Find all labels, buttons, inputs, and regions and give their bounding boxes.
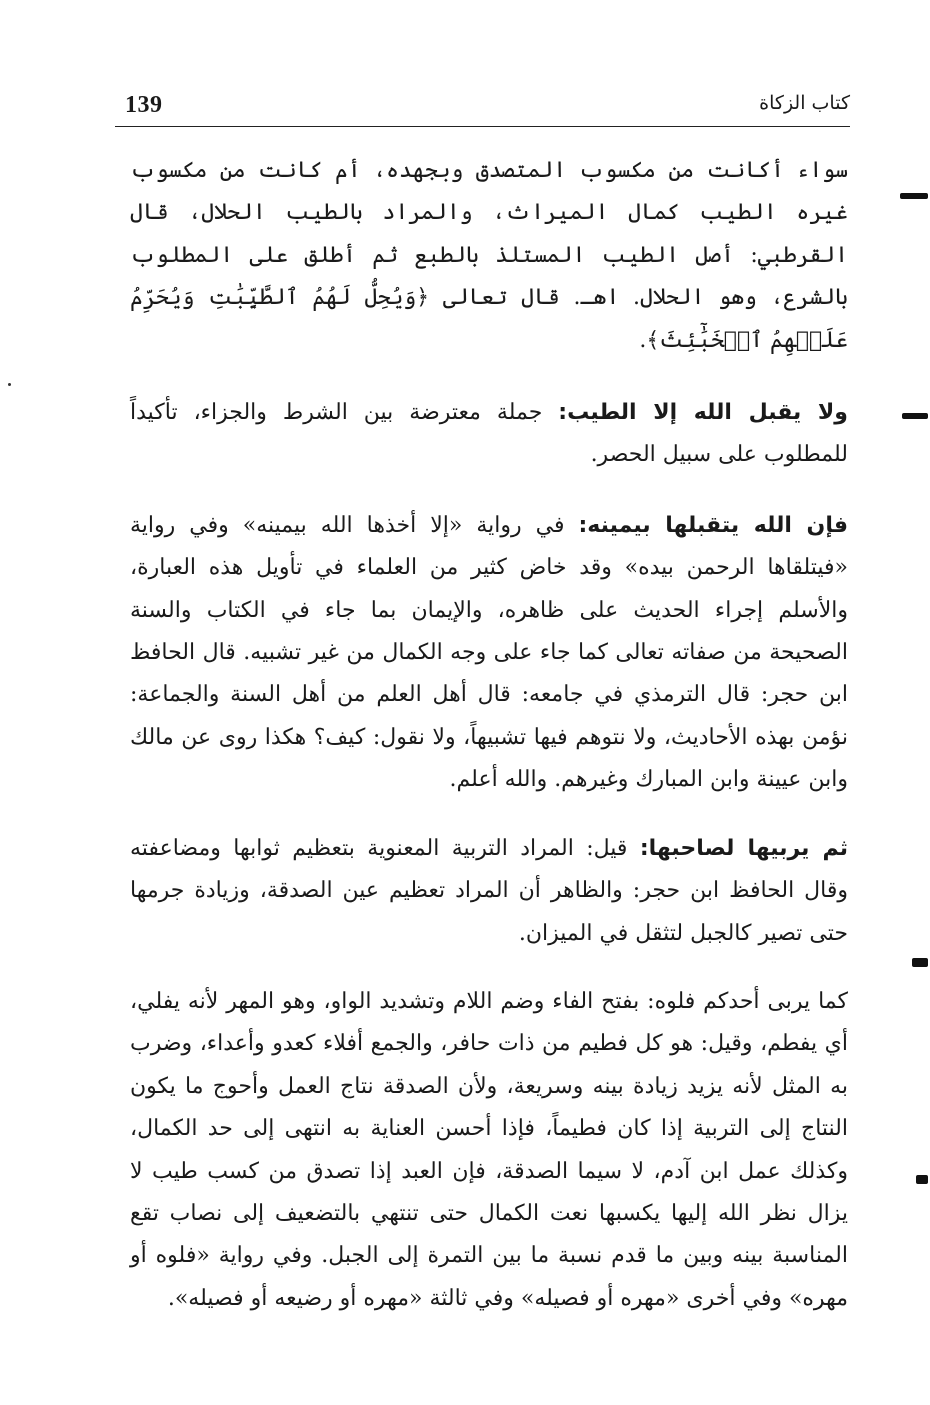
page-number: 139	[125, 92, 163, 118]
paragraph-4	[130, 828, 848, 955]
stray-dot	[8, 383, 11, 386]
paragraph-1	[130, 150, 848, 362]
paragraph-3-lemma: فإن الله يتقبلها بيمينه:	[578, 512, 848, 538]
margin-mark-3	[912, 958, 928, 967]
paragraph-2-text: جملة معترضة بين الشرط والجزاء، تأكيداً للمطلوب على سبيل الحصر.	[130, 400, 848, 468]
header-rule	[115, 126, 850, 127]
running-title: كتاب الزكاة	[759, 92, 850, 114]
paragraph-3-text: في رواية «إلا أخذها الله بيمينه» وفي رواية «فيتلقاها الرحمن بيده» وقد خاض كثير من العلماء في تأويل هذه العبارة، والأسلم إجراء الحديث على ظاهره، والإيمان بما جاء في الكتاب والسنة الصحيحة من صفاته تعالى كما جاء على وجه الكمال من غير تشبيه. قال الحافظ ابن حجر: قال الترمذي في جامعه: قال أهل العلم من أهل السنة والجماعة: نؤمن بهذه الأحاديث، ولا نتوهم فيها تشبيهاً، ولا نقول: كيف؟ هكذا روى عن مالك وابن عيينة وابن المبارك وغيرهم. والله أعلم.	[130, 512, 848, 793]
paragraph-4-text: قيل: المراد التربية المعنوية بتعظيم ثوابها ومضاعفته وقال الحافظ ابن حجر: والظاهر أن المراد تعظيم عين الصدقة، وزيادة جرمها حتى تصير كالجبل لتثقل في الميزان.	[130, 835, 848, 946]
margin-mark-4	[916, 1175, 928, 1184]
paragraph-2-lemma: ولا يقبل الله إلا الطيب:	[558, 400, 848, 426]
paragraph-2	[130, 392, 848, 477]
margin-mark-1	[900, 193, 928, 199]
paragraph-1-text: سواء أكانت من مكسوب المتصدق وبجهده، أم كانت من مكسوب غيره الطيب كمال الميراث، والمراد بالطيب الحلال، قال القرطبي: أصل الطيب المستلذ بالطبع ثم أطلق على المطلوب بالشرع، وهو الحلال. اهـ. قال تعالى ﴿وَيُحِلُّ لَهُمُ ٱلطَّيِّبَٰتِ وَيُحَرِّمُ عَلَيۡهِمُ ٱلۡخَبَٰٓئِثَ﴾.	[130, 158, 848, 353]
paragraph-4-lemma: ثم يربيها لصاحبها:	[639, 835, 848, 861]
body-text	[130, 150, 848, 1320]
paragraph-5-text: كما يربى أحدكم فلوه: بفتح الفاء وضم اللام وتشديد الواو، وهو المهر لأنه يفلي، أي يفطم، وقيل: هو كل فطيم من ذات حافر، والجمع أفلاء كعدو وأعداء، وضرب به المثل لأنه يزيد زيادة بينه وسريعة، ولأن الصدقة نتاج العمل وأحوج ما يكون النتاج إلى التربية إذا كان فطيماً، فإذا أحسن العناية به انتهى إلى حد الكمال، وكذلك عمل ابن آدم، لا سيما الصدقة، فإن العبد إذا تصدق من كسب طيب لا يزال نظر الله إليها يكسبها نعت الكمال حتى تنتهي بالتضعيف إلى نصاب تقع المناسبة بينه وبين ما قدم نسبة ما بين التمرة إلى الجبل. وفي رواية «فلوه أو مهره» وفي أخرى «مهره أو فصيله» وفي ثالثة «مهره أو رضيعه أو فصيله».	[130, 988, 848, 1311]
margin-mark-2	[902, 413, 928, 419]
paragraph-3	[130, 505, 848, 802]
paragraph-5	[130, 981, 848, 1320]
page-header	[115, 88, 850, 128]
